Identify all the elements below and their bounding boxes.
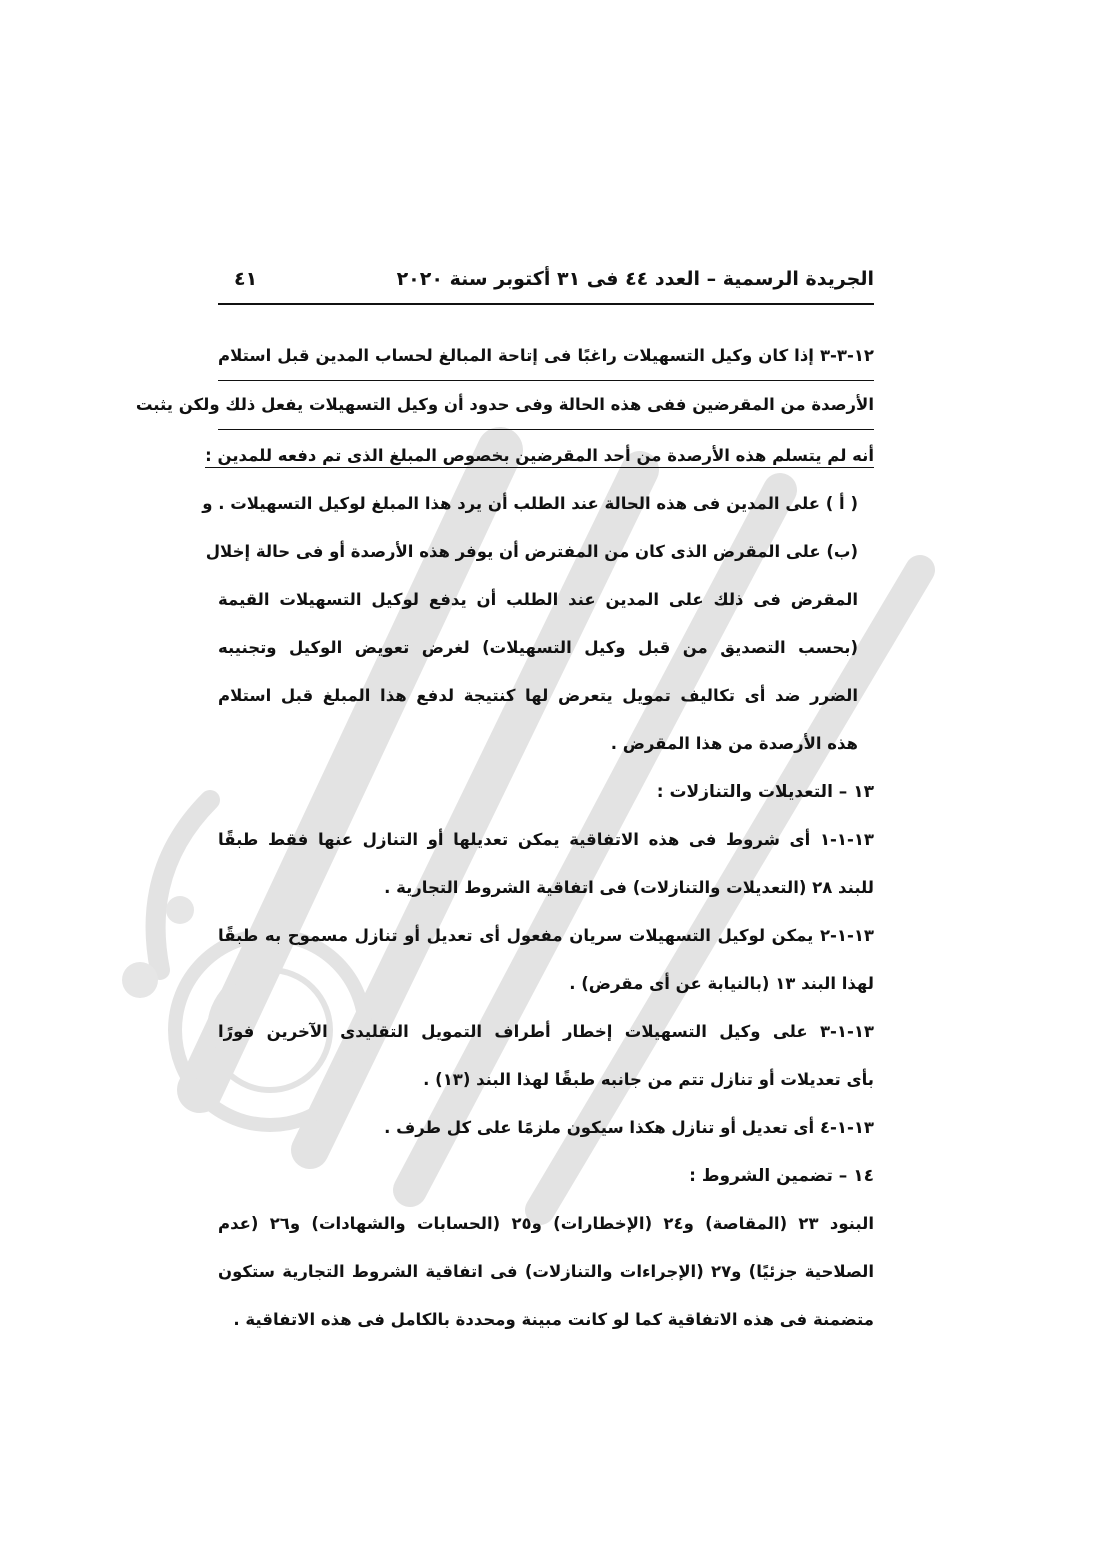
paragraph-line: (ب) على المقرض الذى كان من المفترض أن يوفر هذه الأرصدة أو فى حالة إخلال [205, 542, 858, 561]
underlined-text: أنه لم يتسلم هذه الأرصدة من أحد المقرضين بخصوص المبلغ الذى تم دفعه للمدين : [205, 446, 874, 468]
paragraph-line: هذه الأرصدة من هذا المقرض . [610, 734, 858, 753]
paragraph-line: ( أ ) على المدين فى هذه الحالة عند الطلب أن يرد هذا المبلغ لوكيل التسهيلات . و [202, 494, 858, 513]
paragraph-line: ١٢-٣-٣ إذا كان وكيل التسهيلات راغبًا فى إتاحة المبالغ لحساب المدين قبل استلام [218, 334, 874, 381]
paragraph-line: الضرر ضد أى تكاليف تمويل يتعرض لها كنتيجة لدفع هذا المبلغ قبل استلام [218, 686, 858, 705]
paragraph-line: (بحسب التصديق من قبل وكيل التسهيلات) لغرض تعويض الوكيل وتجنيبه [218, 638, 858, 657]
paragraph-line: متضمنة فى هذه الاتفاقية كما لو كانت مبينة ومحددة بالكامل فى هذه الاتفاقية . [233, 1310, 874, 1329]
paragraph-line: المقرض فى ذلك على المدين عند الطلب أن يدفع لوكيل التسهيلات القيمة [218, 590, 858, 609]
paragraph-line: الأرصدة من المقرضين ففى هذه الحالة وفى حدود أن وكيل التسهيلات يفعل ذلك ولكن يثبت [218, 383, 874, 430]
paragraph-line: ١٣-١-٤ أى تعديل أو تنازل هكذا سيكون ملزمًا على كل طرف . [384, 1118, 874, 1137]
section-heading: ١٤ – تضمين الشروط : [689, 1166, 874, 1186]
page-header [218, 260, 874, 300]
gazette-title: الجريدة الرسمية – العدد ٤٤ فى ٣١ أكتوبر سنة ٢٠٢٠ [396, 268, 874, 290]
paragraph-line: ١٣-١-١ أى شروط فى هذه الاتفاقية يمكن تعديلها أو التنازل عنها فقط طبقًا [218, 830, 874, 849]
paragraph-line: ١٣-١-٢ يمكن لوكيل التسهيلات سريان مفعول أى تعديل أو تنازل مسموح به طبقًا [218, 926, 874, 945]
document-page [135, 250, 875, 1330]
header-divider [218, 303, 874, 305]
paragraph-line: الصلاحية جزئيًا) و٢٧ (الإجراءات والتنازلات) فى اتفاقية الشروط التجارية ستكون [218, 1262, 874, 1281]
paragraph-line: ١٣-١-٣ على وكيل التسهيلات إخطار أطراف التمويل التقليدى الآخرين فورًا [218, 1022, 874, 1041]
paragraph-line: البنود ٢٣ (المقاصة) و٢٤ (الإخطارات) و٢٥ (الحسابات والشهادات) و٢٦ (عدم [218, 1214, 875, 1233]
page-number: ٤١ [234, 268, 258, 290]
paragraph-line: بأى تعديلات أو تنازل تتم من جانبه طبقًا لهذا البند (١٣) . [423, 1070, 874, 1089]
paragraph-line: لهذا البند ١٣ (بالنيابة عن أى مقرض) . [569, 974, 874, 993]
section-heading: ١٣ – التعديلات والتنازلات : [656, 782, 874, 802]
paragraph-line: للبند ٢٨ (التعديلات والتنازلات) فى اتفاقية الشروط التجارية . [384, 878, 874, 897]
paragraph-line [205, 432, 874, 480]
document-body [135, 334, 875, 1344]
